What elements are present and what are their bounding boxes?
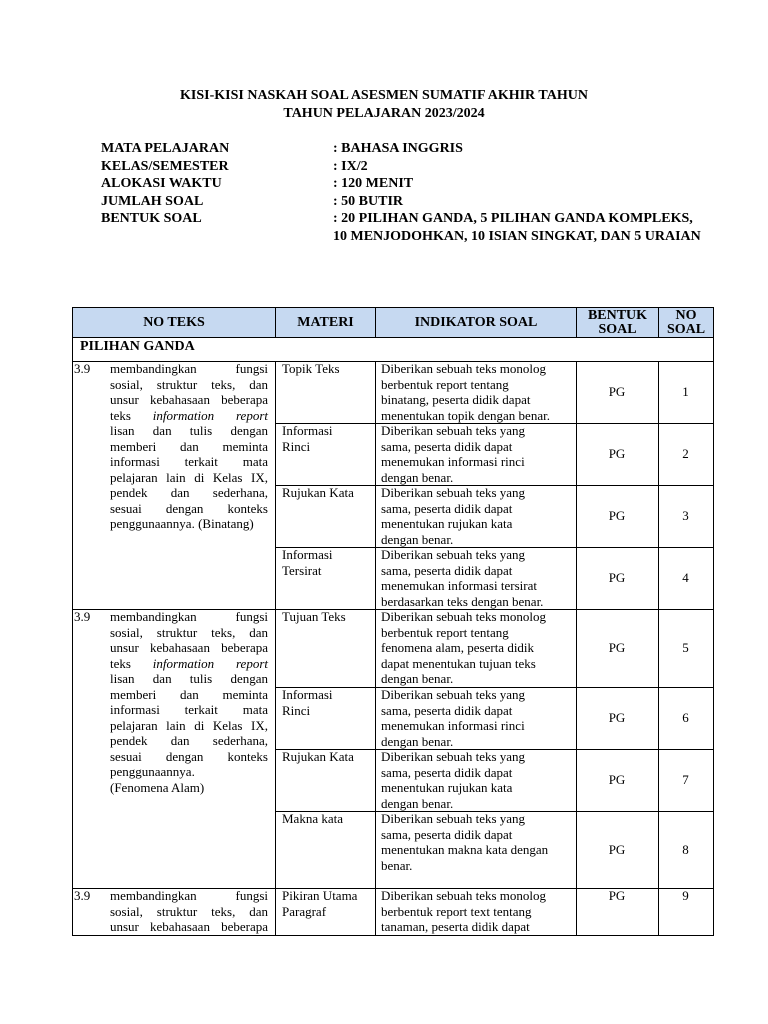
header-no-soal: NO SOAL (658, 307, 714, 338)
header-no-teks: NO TEKS (72, 307, 276, 338)
bentuk-soal-cell: PG (608, 710, 626, 725)
no-soal-cell: 1 (682, 384, 689, 399)
col-divider-materi (275, 361, 276, 936)
materi-cell: Rujukan Kata (282, 485, 354, 500)
waktu-value: : 120 MENIT (333, 176, 414, 191)
bentuk-label: BENTUK SOAL (101, 211, 202, 226)
indikator-cell: Diberikan sebuah teks yang sama, peserta didik dapat menemukan informasi rinci dengan benar. (381, 687, 526, 749)
indikator-cell: Diberikan sebuah teks yang sama, peserta didik dapat menentukan rujukan kata dengan benar. (381, 749, 526, 811)
no-soal-cell: 3 (682, 508, 689, 523)
materi-cell: Informasi Tersirat (282, 547, 333, 578)
no-soal-cell: 6 (682, 710, 689, 725)
kd-description: membandingkan fungsi sosial, struktur teks, dan unsur kebahasaan beberapa teks information report lisan dan tulis dengan memberi dan meminta informasi terkait mata pelajaran lain di Kelas IX, pendek dan sederhana, sesuai dengan konteks penggunaannya. (Fenomena Alam) (110, 609, 268, 795)
bentuk-soal-cell: PG (608, 640, 626, 655)
no-soal-cell: 9 (682, 888, 689, 903)
table-border-left (72, 337, 73, 936)
jumlah-value: : 50 BUTIR (333, 194, 404, 209)
table-border-right (713, 337, 714, 936)
document-title: KISI-KISI NASKAH SOAL ASESMEN SUMATIF AKHIR TAHUN (180, 88, 588, 103)
indikator-cell: Diberikan sebuah teks yang sama, peserta didik dapat menemukan informasi tersirat berdasarkan teks dengan benar. (381, 547, 544, 609)
bentuk-soal-cell: PG (608, 446, 626, 461)
bentuk-soal-cell: PG (608, 508, 626, 523)
waktu-label: ALOKASI WAKTU (101, 176, 222, 191)
indikator-cell: Diberikan sebuah teks yang sama, peserta didik dapat menentukan makna kata dengan benar. (381, 811, 549, 873)
no-soal-cell: 8 (682, 842, 689, 857)
materi-cell: Tujuan Teks (282, 609, 346, 624)
indikator-cell: Diberikan sebuah teks monolog berbentuk report text tentang tanaman, peserta didik dapat (381, 888, 546, 934)
no-soal-cell: 2 (682, 446, 689, 461)
materi-cell: Pikiran Utama Paragraf (282, 888, 358, 919)
materi-cell: Makna kata (282, 811, 344, 826)
col-divider-indikator (375, 361, 376, 936)
indikator-cell: Diberikan sebuah teks monolog berbentuk report tentang fenomena alam, peserta didik dapat menentukan tujuan teks dengan benar. (381, 609, 546, 686)
indikator-cell: Diberikan sebuah teks yang sama, peserta didik dapat menemukan informasi rinci dengan benar. (381, 423, 526, 485)
mapel-label: MATA PELAJARAN (101, 141, 230, 156)
header-bentuk-soal: BENTUK SOAL (576, 307, 659, 338)
mapel-value: : BAHASA INGGRIS (333, 141, 463, 156)
kd-number: 3.9 (74, 888, 91, 903)
kd-description: membandingkan fungsi sosial, struktur teks, dan unsur kebahasaan beberapa (110, 888, 268, 934)
jumlah-label: JUMLAH SOAL (101, 194, 204, 209)
no-soal-cell: 4 (682, 570, 689, 585)
section-pilihan-ganda: PILIHAN GANDA (80, 339, 195, 354)
table-border-bottom (72, 935, 714, 936)
bentuk-value-line1: : 20 PILIHAN GANDA, 5 PILIHAN GANDA KOMPLEKS, (333, 211, 693, 226)
indikator-cell: Diberikan sebuah teks yang sama, peserta didik dapat menentukan rujukan kata dengan benar. (381, 485, 526, 547)
document-subtitle: TAHUN PELAJARAN 2023/2024 (283, 106, 485, 121)
header-indikator: INDIKATOR SOAL (375, 307, 577, 338)
kd-number: 3.9 (74, 609, 91, 624)
no-soal-cell: 5 (682, 640, 689, 655)
bentuk-soal-cell: PG (608, 772, 626, 787)
kelas-value: : IX/2 (333, 159, 368, 174)
bentuk-soal-cell: PG (608, 888, 626, 903)
kd-description: membandingkan fungsi sosial, struktur teks, dan unsur kebahasaan beberapa teks information report lisan dan tulis dengan memberi dan meminta informasi terkait mata pelajaran lain di Kelas IX, pendek dan sederhana, sesuai dengan konteks penggunaannya. (Binatang) (110, 361, 268, 531)
bentuk-soal-cell: PG (608, 570, 626, 585)
materi-cell: Topik Teks (282, 361, 340, 376)
indikator-cell: Diberikan sebuah teks monolog berbentuk report tentang binatang, peserta didik dapat menentukan topik dengan benar. (381, 361, 550, 423)
bentuk-soal-cell: PG (608, 384, 626, 399)
bentuk-value-line2: 10 MENJODOHKAN, 10 ISIAN SINGKAT, DAN 5 URAIAN (333, 229, 701, 244)
kd-number: 3.9 (74, 361, 91, 376)
kelas-label: KELAS/SEMESTER (101, 159, 229, 174)
materi-cell: Informasi Rinci (282, 687, 333, 718)
materi-cell: Informasi Rinci (282, 423, 333, 454)
header-materi: MATERI (275, 307, 376, 338)
materi-cell: Rujukan Kata (282, 749, 354, 764)
bentuk-soal-cell: PG (608, 842, 626, 857)
no-soal-cell: 7 (682, 772, 689, 787)
